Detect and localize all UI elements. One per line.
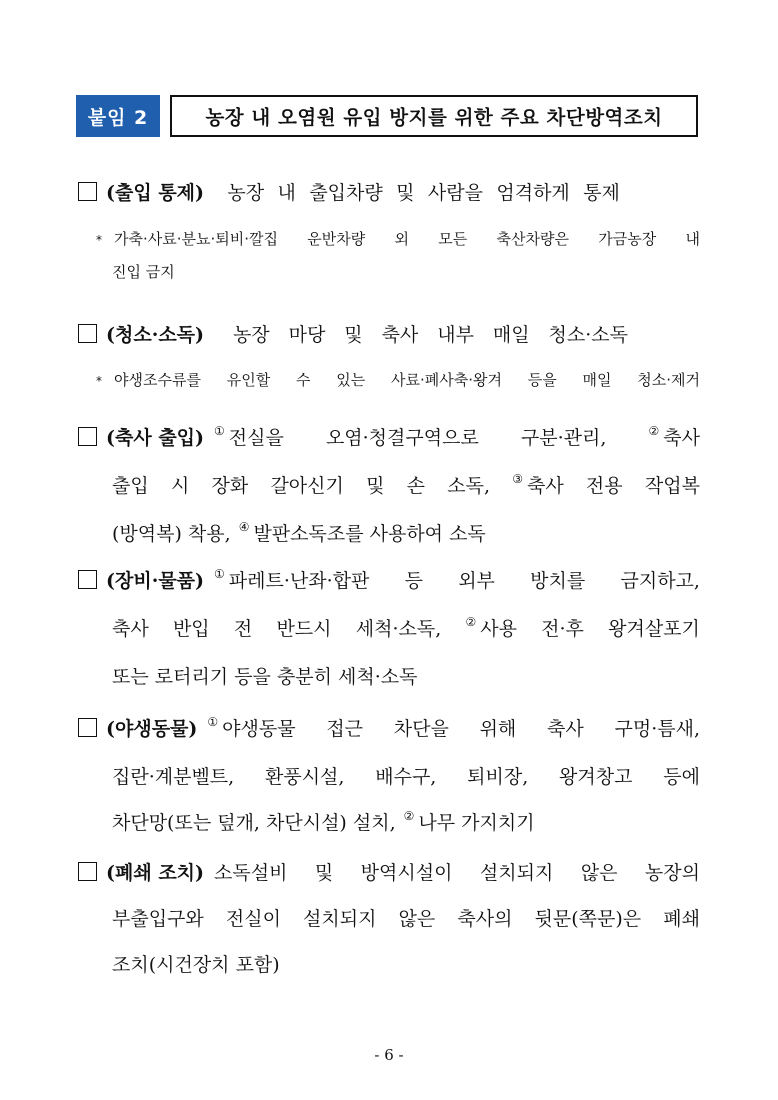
section-heading: (폐쇄 조치) bbox=[106, 862, 205, 884]
checkbox-icon bbox=[78, 862, 97, 881]
section-wildlife: (야생동물) ① 야생동물 접근 차단을 위해 축사 구멍·틈새, 집란·계분벨트, 환풍시설, 배수구, 퇴비장, 왕겨창고 등에 차단망(또는 덮개, 차단시설) 설치, ② 나무 가지치기 bbox=[78, 716, 700, 837]
section-line: (출입 통제) 농장 내 출입차량 및 사람을 엄격하게 통제 bbox=[78, 180, 700, 205]
page-number: - 6 - bbox=[374, 1046, 404, 1064]
checkbox-icon bbox=[78, 570, 97, 589]
document-header bbox=[76, 95, 698, 137]
section-note: * 야생조수류를 유인할 수 있는 사료·폐사축·왕겨 등을 매일 청소·제거 bbox=[96, 371, 700, 389]
section-heading: (청소·소독) bbox=[106, 324, 205, 346]
section-equipment: (장비·물품) ① 파레트·난좌·합판 등 외부 방치를 금지하고, 축사 반입 전 반드시 세척·소독, ② 사용 전·후 왕겨살포기 또는 로터리기 등을 충분히 세척·소독 bbox=[78, 568, 700, 689]
note-marker: * bbox=[96, 233, 102, 247]
section-heading: (축사 출입) bbox=[106, 427, 205, 449]
section-access-control bbox=[78, 180, 700, 205]
section-heading: (출입 통제) bbox=[106, 182, 205, 204]
page-title: 농장 내 오염원 유입 방지를 위한 주요 차단방역조치 bbox=[170, 95, 698, 137]
checkbox-icon bbox=[78, 427, 97, 446]
section-note: * 가축·사료·분뇨·퇴비·깔집 운반차량 외 모든 축산차량은 가금농장 내 bbox=[96, 230, 700, 248]
attachment-badge: 붙임 2 bbox=[76, 95, 160, 137]
checkbox-icon bbox=[78, 324, 97, 343]
section-cleaning: (청소·소독) 농장 마당 및 축사 내부 매일 청소·소독 bbox=[78, 322, 700, 347]
note-marker: * bbox=[96, 374, 102, 388]
checkbox-icon bbox=[78, 182, 97, 201]
section-heading: (야생동물) bbox=[106, 718, 198, 740]
checkbox-icon bbox=[78, 718, 97, 737]
section-closure: (폐쇄 조치) 소독설비 및 방역시설이 설치되지 않은 농장의 부출입구와 전실이 설치되지 않은 축사의 뒷문(쪽문)은 폐쇄 조치(시건장치 포함) bbox=[78, 860, 700, 977]
section-heading: (장비·물품) bbox=[106, 570, 205, 592]
section-barn-entry: (축사 출입) ① 전실을 오염·청결구역으로 구분·관리, ② 축사 출입 시 장화 갈아신기 및 손 소독, ③ 축사 전용 작업복 (방역복) 착용, ④ 발판소독조를 사용하여 소독 bbox=[78, 425, 700, 548]
section-note-continued: 진입 금지 bbox=[112, 263, 175, 281]
